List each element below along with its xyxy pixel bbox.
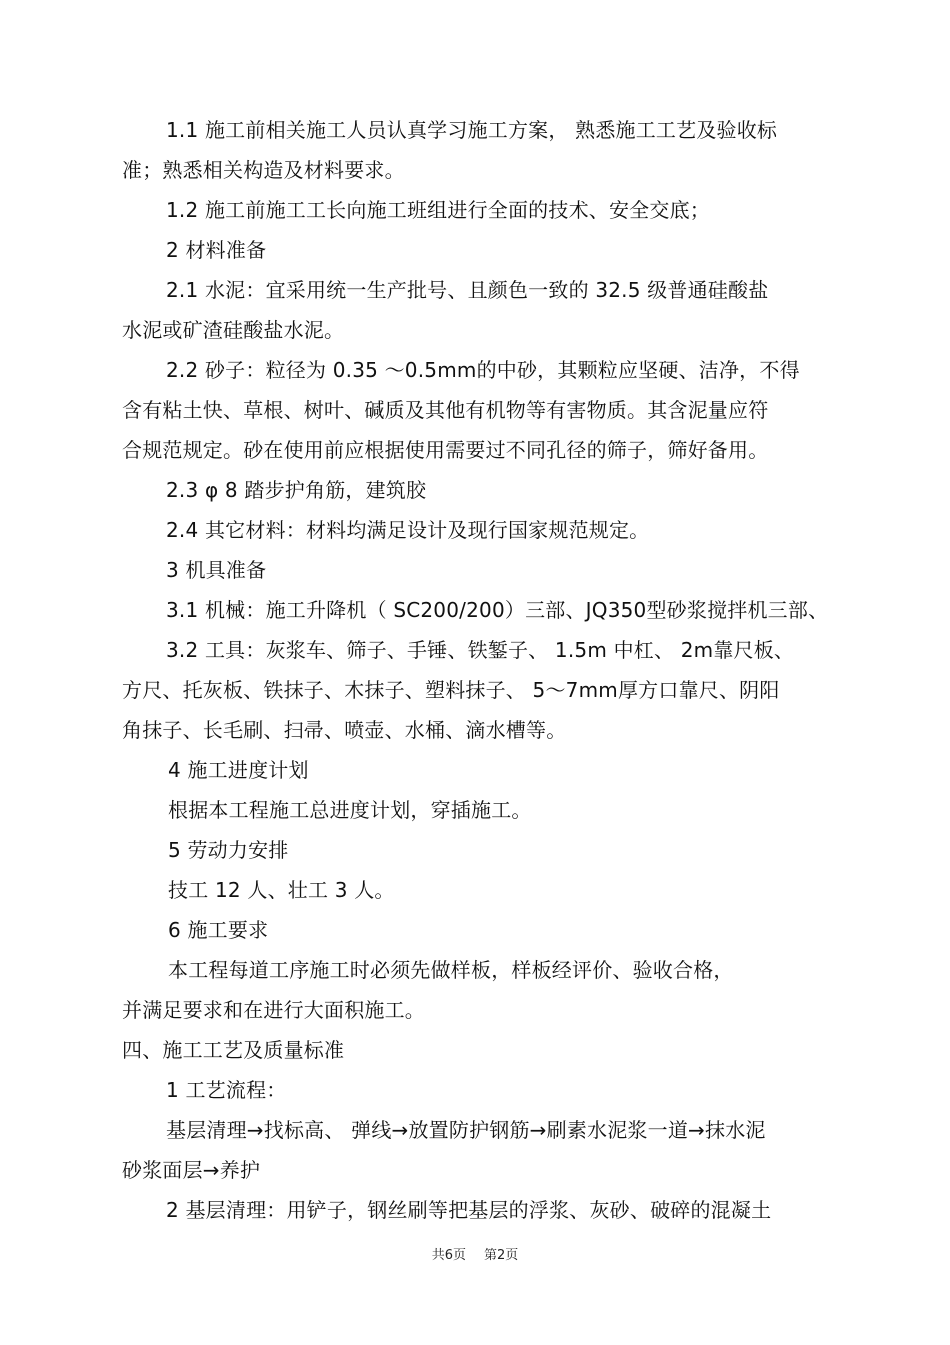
text-line: 2.2 砂子：粒径为 0.35 ～0.5mm的中砂，其颗粒应坚硬、洁净，不得	[166, 358, 800, 382]
text-line: 角抹子、长毛刷、扫帚、喷壶、水桶、滴水槽等。	[122, 718, 567, 742]
text-line: 1.2 施工前施工工长向施工班组进行全面的技术、安全交底；	[166, 198, 710, 222]
total-pages: 共6页	[431, 1248, 466, 1263]
current-page: 第2页	[484, 1248, 519, 1263]
text-line: 准；熟悉相关构造及材料要求。	[122, 158, 405, 182]
text-line: 水泥或矿渣硅酸盐水泥。	[122, 318, 345, 342]
section-heading: 4 施工进度计划	[168, 758, 309, 782]
section-heading: 5 劳动力安排	[168, 838, 289, 862]
text-line: 方尺、托灰板、铁抹子、木抹子、塑料抹子、 5～7mm厚方口靠尺、阴阳	[122, 678, 780, 702]
text-line: 1.1 施工前相关施工人员认真学习施工方案， 熟悉施工工艺及验收标	[166, 118, 778, 142]
section-heading: 2 材料准备	[166, 238, 267, 262]
section-heading: 1 工艺流程：	[166, 1078, 287, 1102]
chapter-heading: 四、施工工艺及质量标准	[122, 1038, 345, 1062]
text-line: 3.1 机械：施工升降机（ SC200/200）三部、JQ350型砂浆搅拌机三部、	[166, 598, 829, 622]
text-line: 2.3 φ 8 踏步护角筋，建筑胶	[166, 478, 427, 502]
page-footer	[0, 1248, 950, 1264]
text-line: 砂浆面层→养护	[122, 1158, 261, 1182]
text-line: 2.1 水泥：宜采用统一生产批号、且颜色一致的 32.5 级普通硅酸盐	[166, 278, 769, 302]
text-line: 含有粘土快、草根、树叶、碱质及其他有机物等有害物质。其含泥量应符	[122, 398, 769, 422]
text-line: 2 基层清理：用铲子，钢丝刷等把基层的浮浆、灰砂、破碎的混凝土	[166, 1198, 772, 1222]
text-line: 技工 12 人、壮工 3 人。	[168, 878, 395, 902]
text-line: 3.2 工具：灰浆车、筛子、手锤、铁錾子、 1.5m 中杠、 2m靠尺板、	[166, 638, 795, 662]
text-line: 根据本工程施工总进度计划，穿插施工。	[168, 798, 532, 822]
text-line: 本工程每道工序施工时必须先做样板，样板经评价、验收合格，	[168, 958, 734, 982]
text-line: 2.4 其它材料：材料均满足设计及现行国家规范规定。	[166, 518, 650, 542]
text-line: 基层清理→找标高、 弹线→放置防护钢筋→刷素水泥浆一道→抹水泥	[166, 1118, 766, 1142]
section-heading: 6 施工要求	[168, 918, 269, 942]
text-line: 合规范规定。砂在使用前应根据使用需要过不同孔径的筛子，筛好备用。	[122, 438, 769, 462]
text-line: 并满足要求和在进行大面积施工。	[122, 998, 425, 1022]
section-heading: 3 机具准备	[166, 558, 267, 582]
